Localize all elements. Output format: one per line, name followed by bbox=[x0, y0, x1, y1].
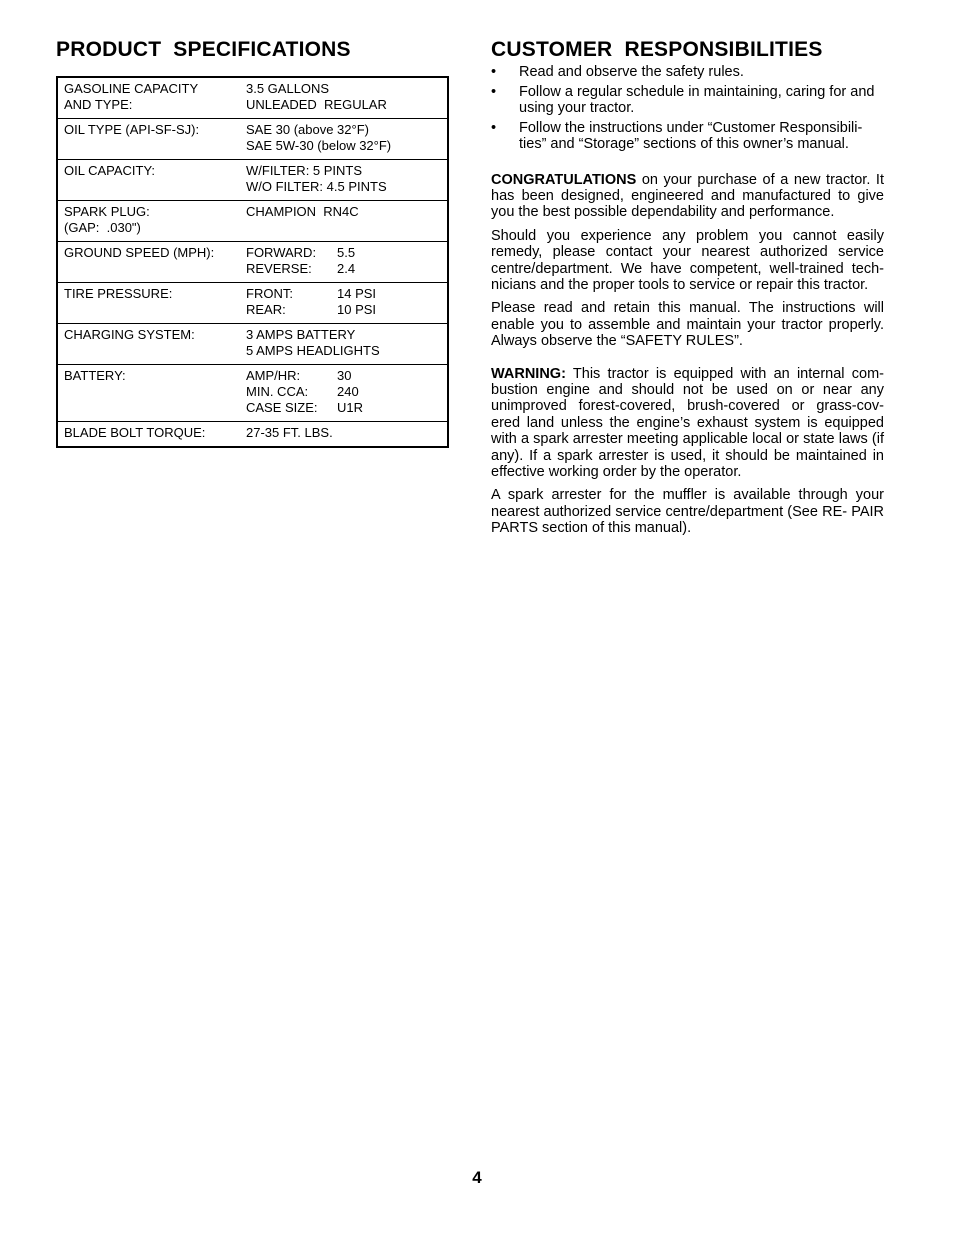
spec-label: GROUND SPEED (MPH): bbox=[64, 245, 215, 260]
spec-subvalue-value: 10 PSI bbox=[337, 302, 377, 317]
spec-value: SAE 30 (above 32°F) bbox=[246, 122, 369, 137]
list-item bbox=[491, 84, 884, 117]
spec-subvalue-key: MIN. CCA: bbox=[246, 384, 309, 399]
responsibilities-list bbox=[491, 64, 884, 153]
warning-paragraph bbox=[491, 366, 884, 481]
spec-label-cell bbox=[57, 242, 240, 283]
table-row bbox=[57, 422, 448, 448]
spec-value: 5 AMPS HEADLIGHTS bbox=[246, 343, 380, 358]
congratulations-paragraph bbox=[491, 172, 884, 221]
table-row bbox=[57, 77, 448, 119]
table-row bbox=[57, 365, 448, 422]
spec-subvalue-value: 2.4 bbox=[337, 261, 356, 276]
spec-value-cell bbox=[240, 242, 448, 283]
table-row bbox=[57, 201, 448, 242]
spec-value: 3 AMPS BATTERY bbox=[246, 327, 356, 342]
spec-label: (GAP: .030") bbox=[64, 220, 141, 235]
spec-label-cell bbox=[57, 160, 240, 201]
spec-label: OIL TYPE (API-SF-SJ): bbox=[64, 122, 200, 137]
spec-subvalue-key: FRONT: bbox=[246, 286, 293, 301]
spec-label-cell bbox=[57, 283, 240, 324]
list-item-text: Read and observe the safety rules. bbox=[519, 64, 744, 80]
spec-label: GASOLINE CAPACITY bbox=[64, 81, 199, 96]
spec-label-cell bbox=[57, 119, 240, 160]
product-specifications-heading: PRODUCT SPECIFICATIONS bbox=[56, 38, 351, 61]
spacer bbox=[491, 221, 884, 228]
spec-subvalue-key: REAR: bbox=[246, 302, 286, 317]
spec-subvalue bbox=[246, 400, 447, 416]
spec-value: W/FILTER: 5 PINTS bbox=[246, 163, 363, 178]
spec-value-cell bbox=[240, 283, 448, 324]
spec-subvalue bbox=[246, 261, 447, 277]
list-item-text: Follow the instructions under “Customer Responsibili- ties” and “Storage” sections of this owner’s manual. bbox=[519, 119, 863, 152]
spec-value: 27-35 FT. LBS. bbox=[246, 425, 333, 440]
spec-value: CHAMPION RN4C bbox=[246, 204, 359, 219]
spec-label: TIRE PRESSURE: bbox=[64, 286, 173, 301]
table-row bbox=[57, 119, 448, 160]
spacer bbox=[491, 156, 884, 172]
spec-label-cell bbox=[57, 77, 240, 119]
spec-value-cell bbox=[240, 119, 448, 160]
spec-value: UNLEADED REGULAR bbox=[246, 97, 387, 112]
spec-label-cell bbox=[57, 324, 240, 365]
list-item bbox=[491, 120, 884, 153]
spec-subvalue-key: CASE SIZE: bbox=[246, 400, 318, 415]
spec-label: BATTERY: bbox=[64, 368, 126, 383]
spec-label: SPARK PLUG: bbox=[64, 204, 150, 219]
spec-value-cell bbox=[240, 201, 448, 242]
spec-subvalue-key: REVERSE: bbox=[246, 261, 312, 276]
bullet-icon: • bbox=[491, 119, 497, 136]
spec-value: W/O FILTER: 4.5 PINTS bbox=[246, 179, 387, 194]
spec-subvalue bbox=[246, 302, 447, 318]
problem-paragraph: Should you experience any problem you cannot easily remedy, please contact your nearest authorized service centre/department. We have competent, well-trained tech- nicians and the proper tools to service or repair this tractor. bbox=[491, 227, 884, 293]
table-row bbox=[57, 242, 448, 283]
congratulations-lead: CONGRATULATIONS bbox=[491, 171, 637, 188]
spec-subvalue-value: 5.5 bbox=[337, 245, 356, 260]
spec-subvalue-value: 240 bbox=[337, 384, 359, 399]
spacer bbox=[491, 293, 884, 300]
spec-value: SAE 5W-30 (below 32°F) bbox=[246, 138, 392, 153]
spec-value-cell bbox=[240, 365, 448, 422]
spec-value: 3.5 GALLONS bbox=[246, 81, 330, 96]
spec-subvalue bbox=[246, 368, 447, 384]
spec-subvalue-key: AMP/HR: bbox=[246, 368, 301, 383]
spec-subvalue bbox=[246, 245, 447, 261]
spec-subvalue-value: 30 bbox=[337, 368, 352, 383]
table-row bbox=[57, 160, 448, 201]
retain-manual-paragraph: Please read and retain this manual. The instructions will enable you to assemble and maintain your tractor properly. Always observe the “SAFETY RULES”. bbox=[491, 300, 884, 350]
spec-subvalue-value: U1R bbox=[337, 400, 364, 415]
warning-text: This tractor is equipped with an internal com- bustion engine and should not be used on or near any unimproved forest-covered, brush-covered or grass-cov- ered land unless the engine’s exhaust system is equipped with a spark arrester meeting applicable local or state laws (if any). If a spark arrester is used, it should be maintained in effective working order by the operator. bbox=[491, 365, 884, 480]
spec-subvalue bbox=[246, 286, 447, 302]
customer-responsibilities-section bbox=[491, 36, 884, 537]
spacer bbox=[491, 480, 884, 487]
warning-lead: WARNING: bbox=[491, 365, 566, 382]
spec-value-cell bbox=[240, 422, 448, 448]
spark-arrester-paragraph: A spark arrester for the muffler is available through your nearest authorized service centre/department (See RE- PAIR PARTS section of this manual). bbox=[491, 487, 884, 537]
specifications-table-body bbox=[57, 77, 448, 447]
bullet-icon: • bbox=[491, 83, 497, 100]
customer-responsibilities-heading: CUSTOMER RESPONSIBILITIES bbox=[491, 38, 823, 61]
product-specifications-section bbox=[56, 36, 449, 448]
spec-value-cell bbox=[240, 77, 448, 119]
spec-subvalue-value: 14 PSI bbox=[337, 286, 377, 301]
spec-label: BLADE BOLT TORQUE: bbox=[64, 425, 206, 440]
list-item-text: Follow a regular schedule in maintaining, caring for and using your tractor. bbox=[519, 83, 875, 116]
congratulations-text: on your purchase of a new tractor. It has been designed, engineered and manufactured to give you the best possible dependability and performance. bbox=[491, 171, 884, 221]
table-row bbox=[57, 283, 448, 324]
spec-subvalue-key: FORWARD: bbox=[246, 245, 317, 260]
spec-label-cell bbox=[57, 422, 240, 448]
list-item bbox=[491, 64, 884, 81]
table-row bbox=[57, 324, 448, 365]
page-number: 4 bbox=[472, 1168, 482, 1187]
spec-value-cell bbox=[240, 324, 448, 365]
specifications-table bbox=[56, 76, 449, 448]
spec-label: OIL CAPACITY: bbox=[64, 163, 156, 178]
spec-label-cell bbox=[57, 365, 240, 422]
spec-subvalue bbox=[246, 384, 447, 400]
spec-label: CHARGING SYSTEM: bbox=[64, 327, 195, 342]
spec-label-cell bbox=[57, 201, 240, 242]
bullet-icon: • bbox=[491, 64, 497, 80]
spacer bbox=[491, 350, 884, 366]
spec-value-cell bbox=[240, 160, 448, 201]
spec-label: AND TYPE: bbox=[64, 97, 133, 112]
